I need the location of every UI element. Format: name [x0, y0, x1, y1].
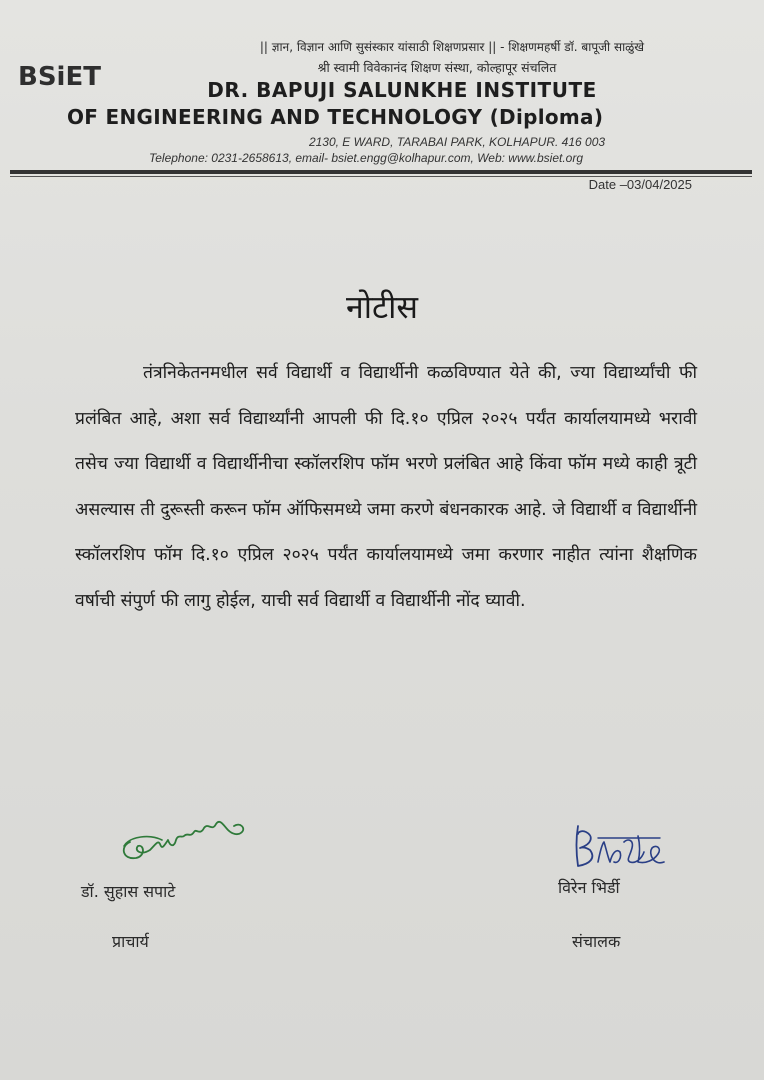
institute-contact: Telephone: 0231-2658613, email- bsiet.engg@kolhapur.com, Web: www.bsiet.org [149, 151, 583, 165]
principal-signature-icon [116, 810, 250, 870]
principal-name: डॉ. सुहास सपाटे [81, 882, 176, 901]
principal-title: प्राचार्य [112, 932, 149, 951]
director-name: विरेन भिर्डी [558, 878, 620, 897]
notice-body: तंत्रनिकेतनमधील सर्व विद्यार्थी व विद्यार्थीनी कळविण्यात येते की, ज्या विद्यार्थ्यांची फी प्रलंबित आहे, अशा सर्व विद्यार्थ्यांनी आपली फी दि.१० एप्रिल २०२५ पर्यंत कार्यालयामध्ये भरावी तसेच ज्या विद्यार्थी व विद्यार्थीनीचा स्कॉलरशिप फॉम भरणे प्रलंबित आहे किंवा फॉम मध्ये काही त्रूटी असल्यास ती दुरूस्ती करून फॉम ऑफिसमध्ये जमा करणे बंधनकारक आहे. जे विद्यार्थी व विद्यार्थीनी स्कॉलरशिप फॉम दि.१० एप्रिल २०२५ पर्यंत कार्यालयामध्ये जमा करणार नाहीत त्यांना शैक्षणिक वर्षाची संपुर्ण फी लागु होईल, याची सर्व विद्यार्थी व विद्यार्थीनी नोंद घ्यावी. [75, 363, 697, 611]
director-title: संचालक [572, 932, 621, 951]
notice-date: Date –03/04/2025 [588, 177, 692, 192]
institute-logo: BSiET [18, 62, 101, 92]
letterhead-trust: श्री स्वामी विवेकानंद शिक्षण संस्था, कोल्हापूर संचलित [317, 60, 557, 75]
letterhead-divider [10, 170, 752, 174]
notice-title: नोटीस [345, 288, 419, 326]
institute-address: 2130, E WARD, TARABAI PARK, KOLHAPUR. 416 003 [308, 135, 606, 149]
letterhead-tagline: || ज्ञान, विज्ञान आणि सुसंस्कार यांसाठी शिक्षणप्रसार || - शिक्षणमहर्षी डॉ. बापूजी साळुंखे [259, 40, 645, 54]
institute-name-line1: DR. BAPUJI SALUNKHE INSTITUTE [207, 78, 597, 102]
director-signature-icon [568, 818, 668, 878]
institute-name-line2: OF ENGINEERING AND TECHNOLOGY (Diploma) [67, 105, 604, 129]
